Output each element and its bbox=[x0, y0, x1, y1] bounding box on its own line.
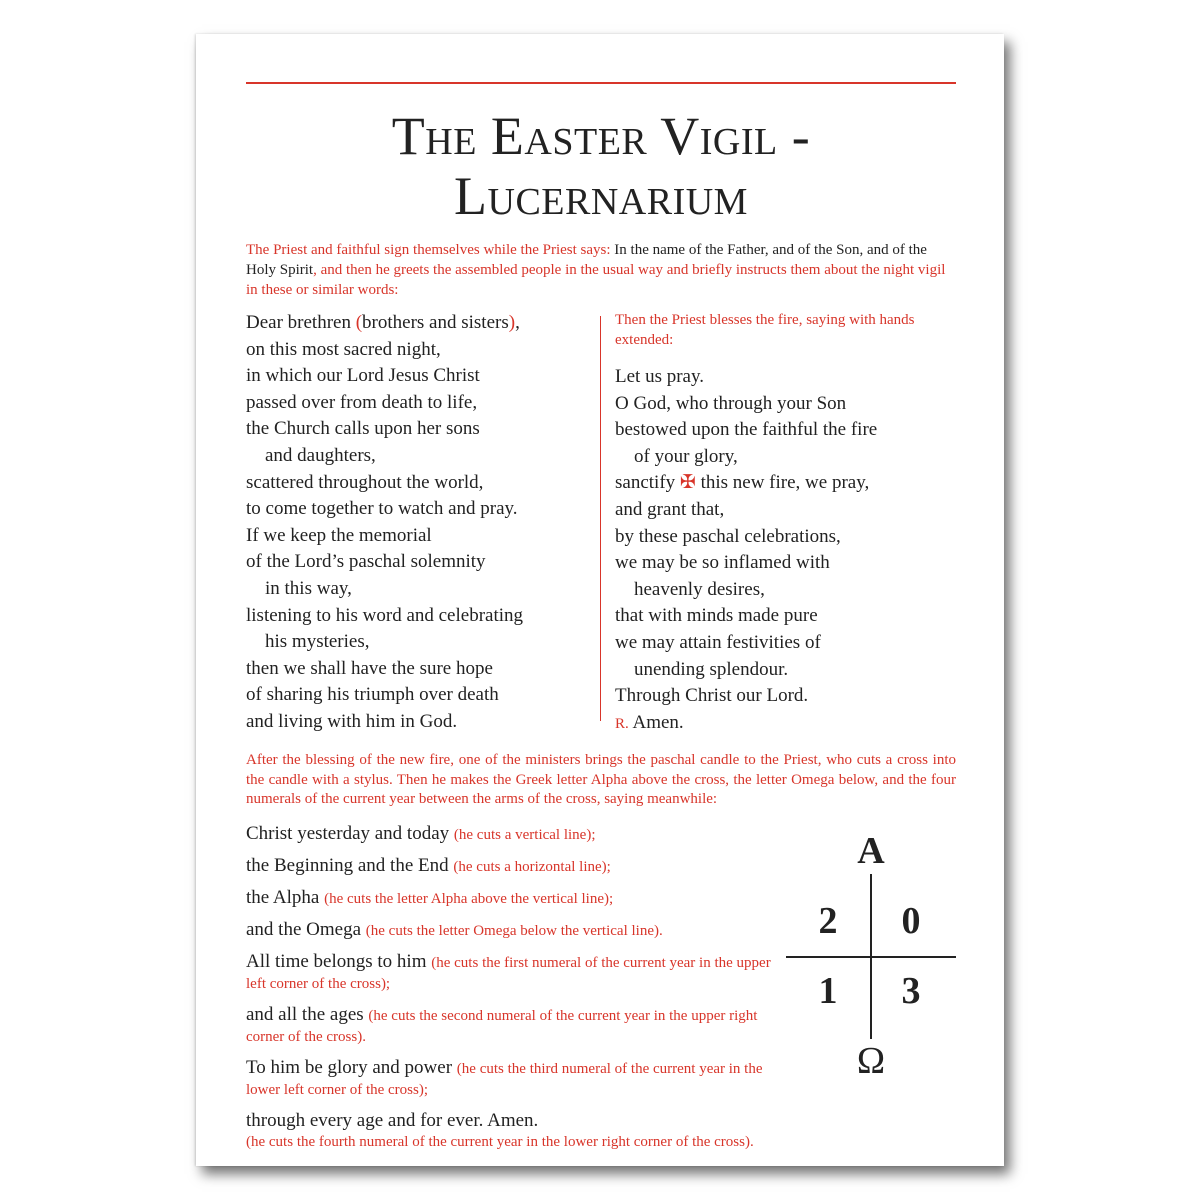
inscription-line: through every age and for ever. Amen. (he cuts the fourth numeral of the current year in the lower right corner of the cross). bbox=[246, 1109, 754, 1150]
address-line: in which our Lord Jesus Christ bbox=[246, 365, 480, 387]
address-line: in this way, bbox=[265, 577, 352, 599]
address-line: of the Lord’s paschal solemnity bbox=[246, 551, 486, 573]
prayer-line: that with minds made pure bbox=[615, 605, 818, 627]
intro-paragraph bbox=[246, 240, 956, 300]
blessing-rubric: Then the Priest blesses the fire, saying with hands extended: bbox=[615, 312, 915, 348]
address-line: If we keep the memorial bbox=[246, 524, 432, 546]
candle-inscription-section bbox=[246, 824, 956, 1152]
omega-letter: Ω bbox=[856, 1039, 886, 1082]
inscription-line: To him be glory and power (he cuts the third numeral of the current year in the lower left corner of the cross); bbox=[246, 1056, 763, 1098]
year-digit-2: 0 bbox=[901, 899, 921, 942]
alpha-letter: A bbox=[857, 829, 885, 872]
prayer-line: heavenly desires, bbox=[634, 578, 765, 600]
inscription-line: Christ yesterday and today (he cuts a vertical line); bbox=[246, 822, 596, 844]
prayer-line: sanctify ✠ this new fire, we pray, bbox=[615, 472, 870, 494]
address-line: listening to his word and celebrating bbox=[246, 604, 524, 626]
inscription-line: All time belongs to him (he cuts the first numeral of the current year in the upper left corner of the cross); bbox=[246, 950, 771, 992]
prayer-line: Let us pray. bbox=[615, 366, 704, 387]
inscription-line: and all the ages (he cuts the second numeral of the current year in the upper right corner of the cross). bbox=[246, 1003, 758, 1045]
document-page bbox=[196, 34, 1004, 1166]
year-digit-3: 1 bbox=[818, 969, 838, 1012]
address-line: Dear brethren (brothers and sisters), bbox=[246, 312, 520, 333]
address-line: and daughters, bbox=[265, 444, 376, 466]
page-title: The Easter Vigil - Lucernarium bbox=[391, 106, 811, 226]
page-content bbox=[246, 82, 956, 1163]
address-line: to come together to watch and pray. bbox=[246, 498, 518, 520]
prayer-line: of your glory, bbox=[634, 445, 738, 467]
blessing-column bbox=[615, 310, 955, 737]
year-digit-1: 2 bbox=[818, 899, 838, 942]
column-divider bbox=[600, 316, 601, 721]
inscription-line: the Beginning and the End (he cuts a horizontal line); bbox=[246, 854, 611, 876]
prayer-line: we may attain festivities of bbox=[615, 631, 821, 653]
response-label: R. bbox=[615, 715, 629, 732]
prayer-line: we may be so inflamed with bbox=[615, 552, 830, 574]
inscription-line: and the Omega (he cuts the letter Omega below the vertical line). bbox=[246, 918, 663, 940]
address-line: of sharing his triumph over death bbox=[246, 684, 499, 706]
prayer-line: unending splendour. bbox=[634, 658, 789, 680]
address-line: then we shall have the sure hope bbox=[246, 657, 493, 679]
address-line: his mysteries, bbox=[265, 631, 370, 653]
address-column bbox=[246, 310, 598, 737]
candle-cross-diagram bbox=[786, 829, 958, 1082]
prayer-line: by these paschal celebrations, bbox=[615, 525, 841, 547]
intro-rubric-1: The Priest and faithful sign themselves while the Priest says: bbox=[246, 242, 615, 258]
cross-horizontal-line bbox=[786, 956, 956, 958]
address-line: the Church calls upon her sons bbox=[246, 418, 480, 440]
prayer-line: and grant that, bbox=[615, 498, 725, 520]
year-digit-4: 3 bbox=[901, 969, 921, 1012]
two-column-text bbox=[246, 310, 956, 737]
intro-invocation: In the name of the Father, and of the Son, and of the Holy Spirit bbox=[246, 242, 927, 278]
inscription-line: the Alpha (he cuts the letter Alpha above the vertical line); bbox=[246, 886, 614, 908]
prayer-line: O God, who through your Son bbox=[615, 392, 847, 414]
blessing-cross-icon: ✠ bbox=[679, 472, 696, 494]
address-line: scattered throughout the world, bbox=[246, 471, 484, 493]
intro-rubric-2: , and then he greets the assembled people in the usual way and briefly instructs them about the night vigil in these or similar words: bbox=[246, 262, 946, 298]
prayer-line: Through Christ our Lord. bbox=[615, 685, 809, 707]
address-line: passed over from death to life, bbox=[246, 391, 478, 413]
top-rule bbox=[246, 82, 956, 84]
response-line: R. Amen. bbox=[615, 711, 684, 733]
prayer-line: bestowed upon the faithful the fire bbox=[615, 419, 878, 441]
address-line: and living with him in God. bbox=[246, 710, 458, 732]
address-line: on this most sacred night, bbox=[246, 338, 441, 360]
candle-rubric: After the blessing of the new fire, one of the ministers brings the paschal candle to the Priest, who cuts a cross into the candle with a stylus. Then he makes the Greek letter Alpha above the cross, the letter Omega below, and the four numerals of the current year between the arms of the cross, saying meanwhile: bbox=[246, 752, 956, 808]
